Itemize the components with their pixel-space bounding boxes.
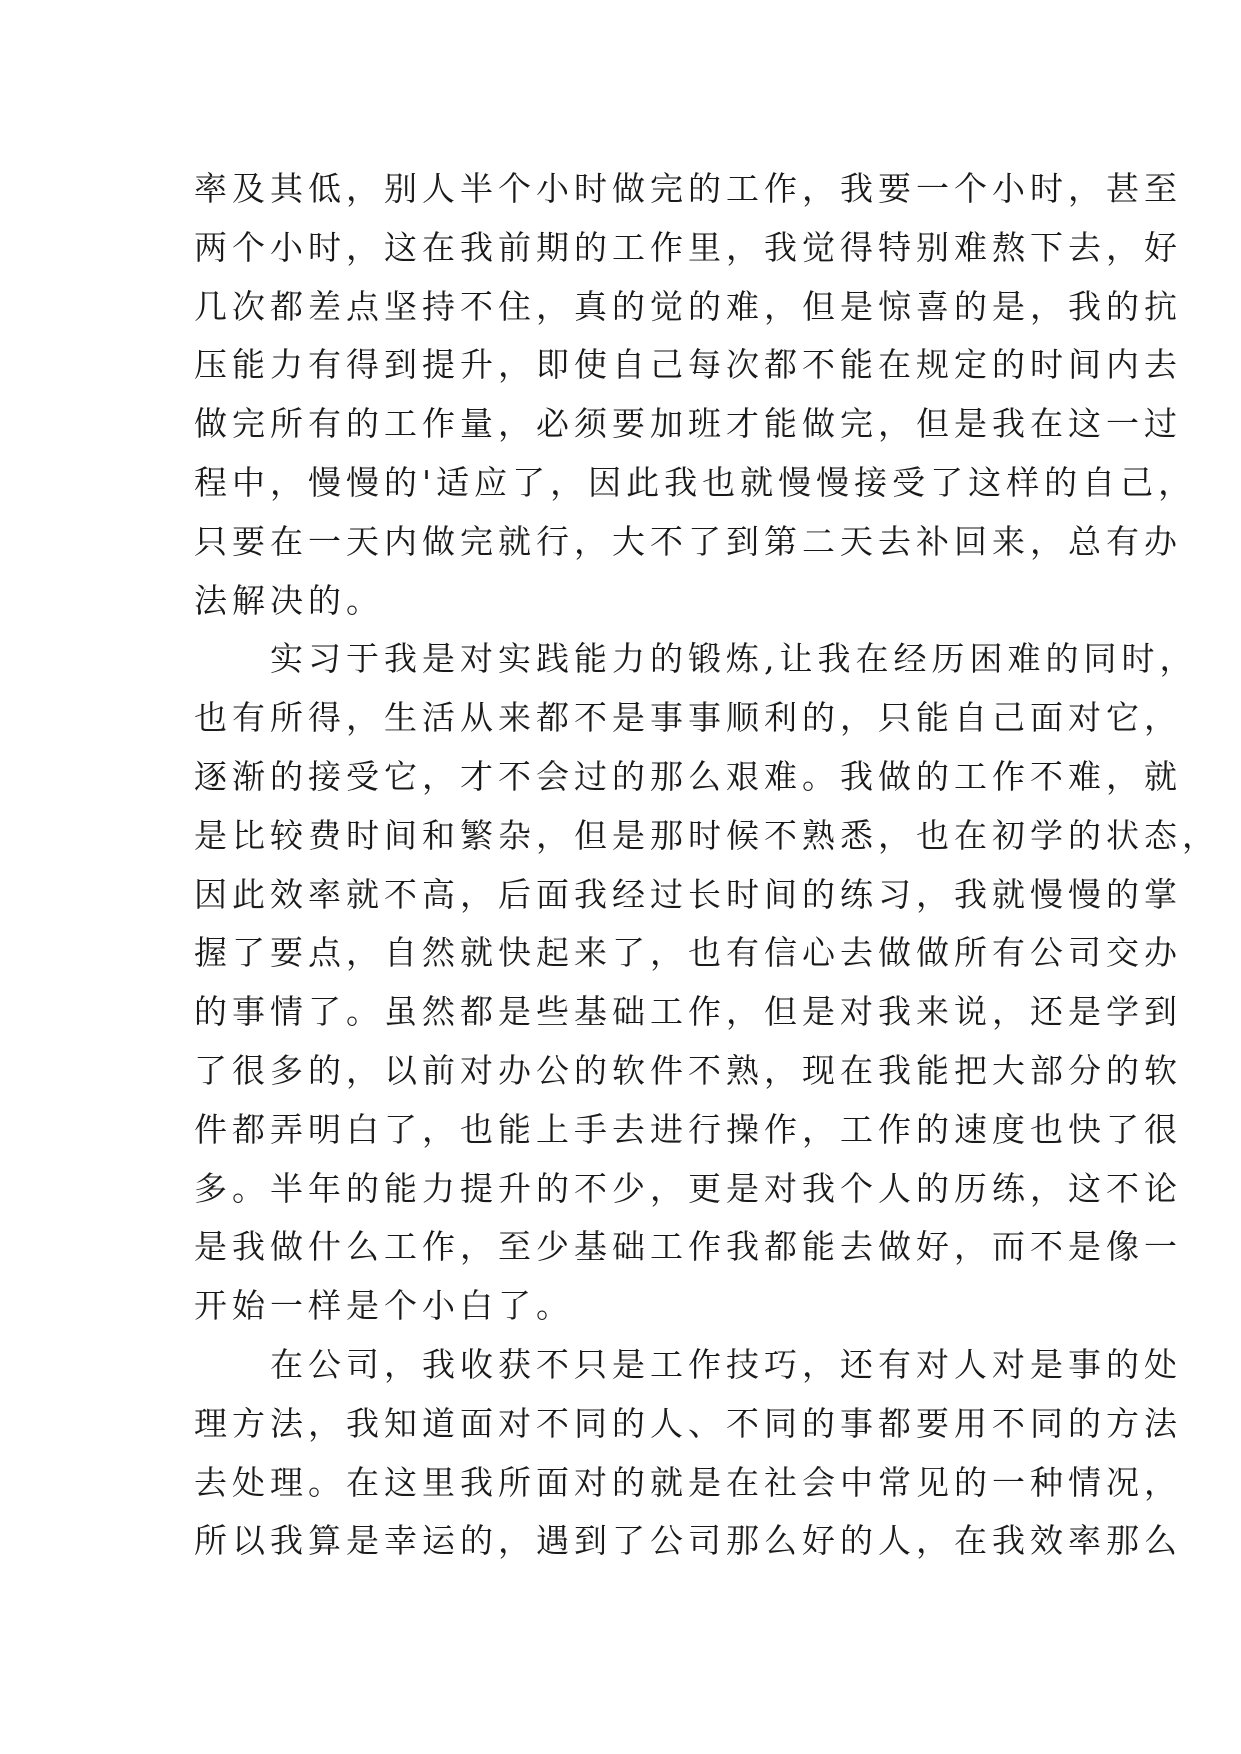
text-line: 程中，慢慢的'适应了，因此我也就慢慢接受了这样的自己， [194,462,1197,502]
body-text [194,160,1220,1571]
text-line: 握了要点，自然就快起来了，也有信心去做做所有公司交办 [194,933,1182,973]
text-line: 因此效率就不高，后面我经过长时间的练习，我就慢慢的掌 [194,874,1182,914]
text-line: 压能力有得到提升，即使自己每次都不能在规定的时间内去 [194,345,1182,385]
text-line: 实习于我是对实践能力的锻炼,让我在经历困难的同时， [194,639,1198,679]
text-line: 了很多的，以前对办公的软件不熟，现在我能把大部分的软 [194,1050,1182,1090]
text-line: 也有所得，生活从来都不是事事顺利的，只能自己面对它， [194,698,1182,738]
text-line: 率及其低，别人半个小时做完的工作，我要一个小时，甚至 [194,169,1182,208]
text-line: 几次都差点坚持不住，真的觉的难，但是惊喜的是，我的抗 [194,286,1182,326]
text-line: 的事情了。虽然都是些基础工作，但是对我来说，还是学到 [194,992,1182,1032]
text-line: 在公司，我收获不只是工作技巧，还有对人对是事的处 [194,1344,1182,1384]
text-line: 是我做什么工作，至少基础工作我都能去做好，而不是像一 [194,1227,1182,1267]
text-line: 件都弄明白了，也能上手去进行操作，工作的速度也快了很 [194,1109,1182,1149]
text-line: 逐渐的接受它，才不会过的那么艰难。我做的工作不难，就 [194,756,1182,796]
text-line: 多。半年的能力提升的不少，更是对我个人的历练，这不论 [194,1168,1182,1208]
text-line: 只要在一天内做完就行，大不了到第二天去补回来，总有办 [194,521,1182,561]
text-line: 理方法，我知道面对不同的人、不同的事都要用不同的方法 [194,1403,1182,1443]
text-line: 去处理。在这里我所面对的就是在社会中常见的一种情况， [194,1462,1182,1502]
text-line: 法解决的。 [194,580,384,620]
text-line: 做完所有的工作量，必须要加班才能做完，但是我在这一过 [194,404,1182,444]
text-line: 是比较费时间和繁杂，但是那时候不熟悉，也在初学的状态， [194,815,1220,855]
text-line: 所以我算是幸运的，遇到了公司那么好的人，在我效率那么 [194,1521,1182,1561]
text-line: 两个小时，这在我前期的工作里，我觉得特别难熬下去，好 [194,227,1182,267]
text-line: 开始一样是个小白了。 [194,1286,574,1326]
